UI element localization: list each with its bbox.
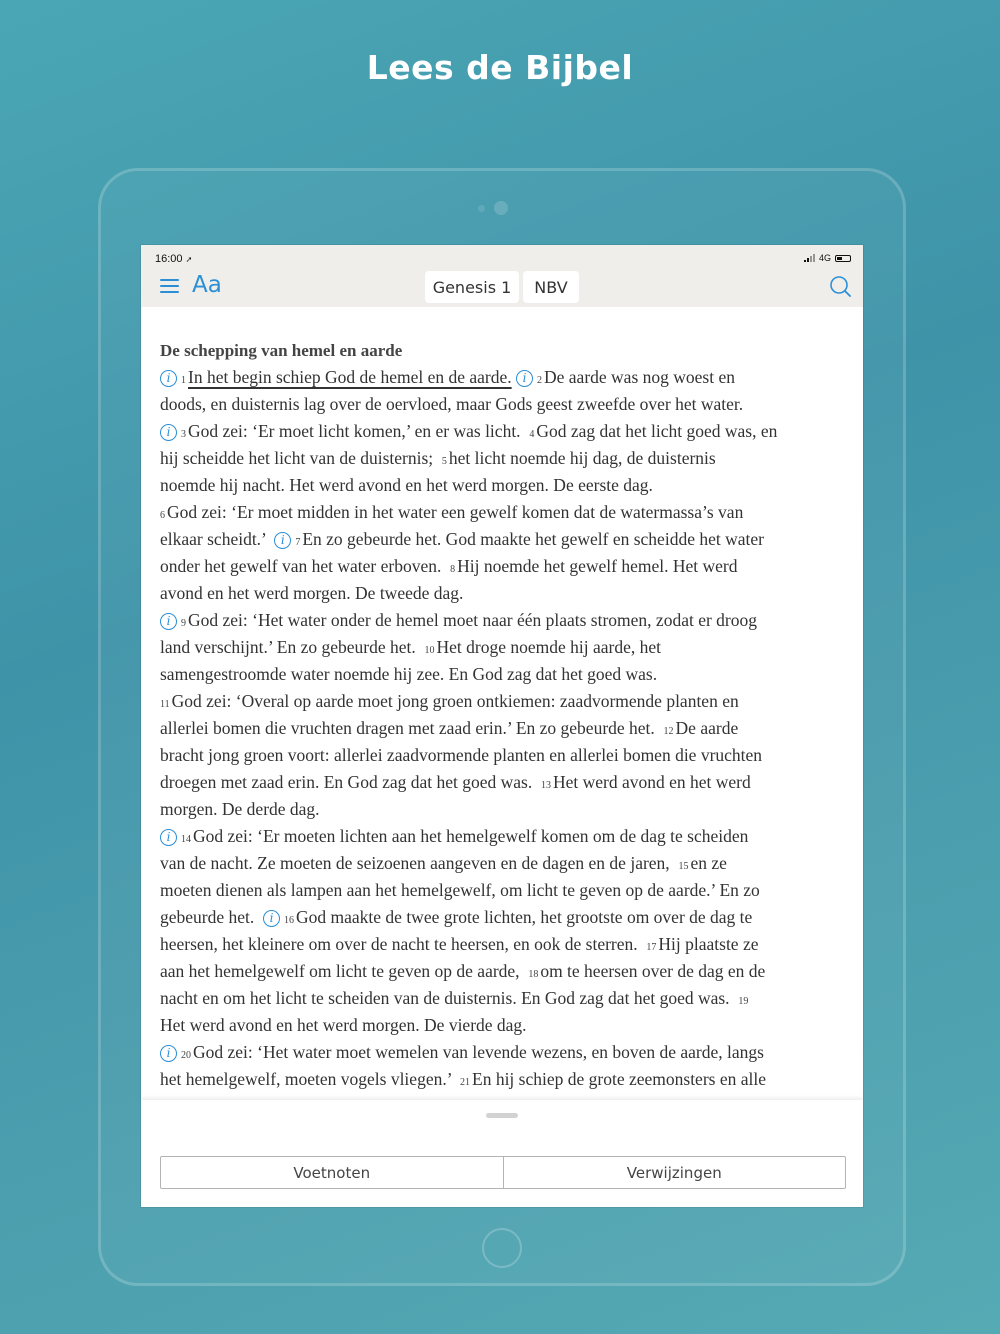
verse-text[interactable]: aan het hemelgewelf om licht te geven op de aarde, [160, 961, 529, 981]
verse-text[interactable]: hij scheidde het licht van de duisternis; [160, 448, 442, 468]
verse-text[interactable]: God zei: ‘Het water moet wemelen van levende wezens, en boven de aarde, langs [193, 1042, 764, 1062]
verse-number[interactable]: 1 [181, 375, 186, 386]
verse-text[interactable]: doods, en duisternis lag over de oervloed, maar Gods geest zweefde over het water. [160, 394, 744, 414]
location-icon: ➚ [185, 255, 193, 264]
text-line [160, 391, 850, 418]
verse-text[interactable]: morgen. De derde dag. [160, 799, 320, 819]
verse-text[interactable]: Hij plaatste ze [658, 934, 759, 954]
font-settings-button[interactable]: Aa [192, 272, 222, 298]
section-heading: De schepping van hemel en aarde [160, 341, 403, 360]
text-line [160, 607, 850, 634]
verse-text[interactable]: gebeurde het. [160, 907, 264, 927]
ipad-sensor [478, 205, 485, 212]
sheet-grabber[interactable] [486, 1113, 518, 1118]
verse-text[interactable]: samengestroomde water noemde hij zee. En God zag dat het goed was. [160, 664, 658, 684]
text-line [160, 850, 850, 877]
verse-text[interactable]: De aarde [675, 718, 739, 738]
verse-text[interactable]: en ze [690, 853, 727, 873]
verse-text[interactable]: God zei: ‘Overal op aarde moet jong groen ontkiemen: zaadvormende planten en [171, 691, 739, 711]
verse-text[interactable]: Het droge noemde hij aarde, het [436, 637, 662, 657]
info-icon[interactable]: i [263, 910, 280, 927]
verse-number[interactable]: 21 [460, 1077, 470, 1088]
verse-number[interactable]: 2 [537, 375, 542, 386]
verse-text[interactable]: Het werd avond en het werd morgen. De vierde dag. [160, 1015, 527, 1035]
verse-number[interactable]: 13 [540, 780, 551, 791]
text-line [160, 904, 850, 931]
verse-text[interactable]: om te heersen over de dag en de [540, 961, 766, 981]
verse-number[interactable]: 20 [181, 1050, 191, 1061]
verse-number[interactable]: 16 [284, 915, 295, 926]
verse-number[interactable]: 4 [529, 429, 535, 440]
verse-text[interactable]: moeten dienen als lampen aan het hemelgewelf, om licht te geven op de aarde.’ En zo [160, 880, 760, 900]
translation-selector[interactable]: NBV [523, 271, 579, 303]
info-icon[interactable]: i [160, 424, 177, 441]
network-label: 4G [818, 253, 831, 263]
menu-icon[interactable] [160, 279, 179, 295]
app-screen [141, 245, 863, 1207]
verse-text[interactable]: heersen, het kleinere om over de nacht te heersen, en ook de sterren. [160, 934, 647, 954]
text-line [160, 580, 850, 607]
verse-text[interactable]: nacht en om het licht te scheiden van de duisternis. En God zag dat het goed was. [160, 988, 739, 1008]
verse-number[interactable]: 18 [528, 969, 539, 980]
text-line [160, 823, 850, 850]
verse-text[interactable]: avond en het werd morgen. De tweede dag. [160, 583, 464, 603]
text-line [160, 445, 850, 472]
verse-number[interactable]: 3 [181, 429, 186, 440]
status-time [155, 253, 192, 265]
verse-text[interactable]: God zei: ‘Er moet licht komen,’ en er was licht. [188, 421, 530, 441]
verse-text[interactable]: elkaar scheidt.’ [160, 529, 275, 549]
bible-text [160, 337, 850, 1093]
headline: Lees de Bijbel [366, 48, 634, 87]
verse-text[interactable]: het licht noemde hij dag, de duisternis [448, 448, 716, 468]
text-line [160, 985, 850, 1012]
text-line [160, 688, 850, 715]
info-icon[interactable]: i [160, 370, 177, 387]
bottom-sheet [141, 1100, 863, 1207]
reader-toolbar [141, 269, 863, 307]
text-line [160, 715, 850, 742]
verse-text[interactable]: land verschijnt.’ En zo gebeurde het. [160, 637, 425, 657]
verse-number[interactable]: 14 [181, 834, 191, 845]
text-line [160, 931, 850, 958]
text-line [160, 661, 850, 688]
verse-text[interactable]: het hemelgewelf, moeten vogels vliegen.’ [160, 1069, 460, 1089]
book-chapter-selector[interactable]: Genesis 1 [425, 271, 519, 303]
text-line [160, 526, 850, 553]
text-line [160, 1066, 850, 1093]
text-line [160, 742, 850, 769]
verse-text[interactable]: onder het gewelf van het water erboven. [160, 556, 451, 576]
text-line [160, 472, 850, 499]
tab-footnotes[interactable]: Voetnoten [293, 1163, 371, 1182]
home-button [482, 1228, 522, 1268]
text-line [160, 1039, 850, 1066]
text-line [160, 553, 850, 580]
text-line [160, 1012, 850, 1039]
status-time-text: 16:00 [155, 253, 183, 265]
battery-icon [835, 255, 851, 262]
text-line [160, 769, 850, 796]
verse-text[interactable]: droegen met zaad erin. En God zag dat het goed was. [160, 772, 541, 792]
verse-number[interactable]: 19 [738, 996, 749, 1007]
verse-text[interactable]: God zei: ‘Er moeten lichten aan het hemelgewelf komen om de dag te scheiden [193, 826, 749, 846]
verse-number[interactable]: 17 [646, 942, 657, 953]
verse-text[interactable]: God zag dat het licht goed was, en [536, 421, 778, 441]
verse-number[interactable]: 8 [450, 564, 456, 575]
signal-icon [804, 254, 815, 262]
verse-text[interactable]: De aarde was nog woest en [544, 367, 735, 387]
verse-text[interactable]: God zei: ‘Het water onder de hemel moet naar één plaats stromen, zodat er droog [188, 610, 758, 630]
underlined-verse[interactable]: In het begin schiep God de hemel en de aarde. [188, 367, 512, 387]
info-icon[interactable]: i [160, 829, 177, 846]
verse-text[interactable]: En zo gebeurde het. God maakte het gewelf en scheidde het water [302, 529, 764, 549]
verse-text[interactable]: En hij schiep de grote zeemonsters en alle [472, 1069, 766, 1089]
verse-number[interactable]: 6 [160, 510, 165, 521]
tab-references[interactable]: Verwijzingen [503, 1157, 846, 1188]
text-line [160, 958, 850, 985]
verse-text[interactable]: Het werd avond en het werd [552, 772, 751, 792]
search-icon[interactable] [829, 275, 851, 297]
verse-text[interactable]: bracht jong groen voort: allerlei zaadvormende planten en allerlei bomen die vruchten [160, 745, 763, 765]
text-line [160, 796, 850, 823]
text-line [160, 877, 850, 904]
verse-text[interactable]: noemde hij nacht. Het werd avond en het werd morgen. De eerste dag. [160, 475, 653, 495]
verse-number[interactable]: 10 [424, 645, 435, 656]
ipad-camera [494, 201, 508, 215]
verse-number[interactable]: 9 [181, 618, 186, 629]
segmented-control [160, 1156, 846, 1189]
verse-text[interactable]: God maakte de twee grote lichten, het grootste om over de dag te [296, 907, 753, 927]
verse-text[interactable]: God zei: ‘Er moet midden in het water een gewelf komen dat de watermassa’s van [167, 502, 744, 522]
text-line [160, 418, 850, 445]
text-line [160, 364, 850, 391]
status-indicators [804, 253, 851, 263]
info-icon[interactable]: i [160, 613, 177, 630]
info-icon[interactable]: i [160, 1045, 177, 1062]
verse-number[interactable]: 11 [160, 699, 170, 710]
verse-text[interactable]: allerlei bomen die vruchten dragen met zaad erin.’ En zo gebeurde het. [160, 718, 664, 738]
verse-number[interactable]: 12 [663, 726, 674, 737]
verse-text[interactable]: Hij noemde het gewelf hemel. Het werd [457, 556, 738, 576]
info-icon[interactable]: i [274, 532, 291, 549]
status-bar [141, 245, 863, 269]
verse-text[interactable]: van de nacht. Ze moeten de seizoenen aangeven en de dagen en de jaren, [160, 853, 679, 873]
verse-number[interactable]: 5 [441, 456, 447, 467]
text-line [160, 499, 850, 526]
info-icon[interactable]: i [516, 370, 533, 387]
verse-number[interactable]: 7 [295, 537, 301, 548]
text-line [160, 634, 850, 661]
verse-number[interactable]: 15 [678, 861, 689, 872]
